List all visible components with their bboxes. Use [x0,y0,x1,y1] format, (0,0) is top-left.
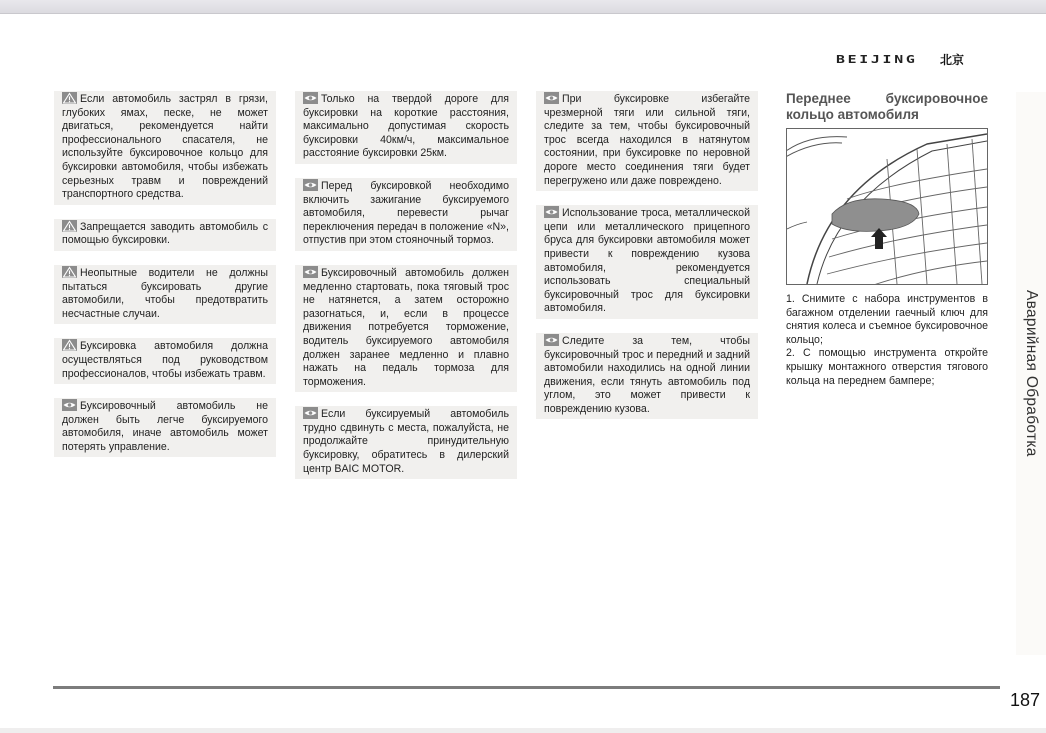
steps-list [786,293,988,388]
grille-diagram-figure [786,128,988,285]
warning-note [54,265,276,324]
column-3 [536,91,758,433]
info-note [536,91,758,191]
note-text: Буксировка автомобиля должна осуществляться под руководством профессионалов, чтобы избежать травм. [62,340,268,380]
info-note [295,91,517,164]
note-text: Запрещается заводить автомобиль с помощью буксировки. [62,220,268,247]
column-1 [54,91,276,471]
eye-note-icon [62,399,77,411]
front-grille-illustration [787,129,987,284]
eye-note-icon [303,266,318,278]
step-item: 2. С помощью инструмента откройте крышку монтажного отверстия тягового кольца на переднем бампере; [786,347,988,387]
warning-note [54,219,276,251]
warning-note [54,91,276,205]
eye-note-icon [544,92,559,104]
brand-logo [836,52,964,66]
info-note [536,333,758,420]
note-text: Буксировочный автомобиль не должен быть легче буксируемого автомобиля, иначе автомобиль может потерять управление. [62,400,268,453]
side-tab-title: Аварийная Обработка [1023,290,1040,457]
warning-triangle-icon [62,266,77,278]
info-note [54,398,276,457]
note-text: Следите за тем, чтобы буксировочный трос и передний и задний автомобили находились на одной линии движения, если тянуть автомобиль под углом, это может привести к повреждению кузова. [544,334,750,415]
info-note [295,178,517,251]
page-number: 187 [1010,690,1041,710]
warning-triangle-icon [62,220,77,232]
footer-rule [53,686,1000,689]
eye-note-icon [303,407,318,419]
note-text: Неопытные водители не должны пытаться буксировать другие автомобили, чтобы предотвратить несчастные случаи. [62,266,268,320]
eye-note-icon [303,92,318,104]
note-text: Если автомобиль застрял в грязи, глубоких ямах, песке, не может двигаться, рекомендуется найти профессионального спасателя, не используйте буксировочное кольцо для буксировки автомобиля, чтобы избежать серьезных травм и повреждений транспортного средства. [62,93,268,201]
warning-triangle-icon [62,92,77,104]
column-2 [295,91,517,493]
note-text: Если буксируемый автомобиль трудно сдвинуть с места, пожалуйста, не продолжайте принудительную буксировку, обратитесь в дилерский центр BAIC MOTOR. [303,408,509,475]
warning-note [54,338,276,384]
eye-note-icon [544,206,559,218]
brand-chinese: 北京 [940,52,965,67]
note-text: При буксировке избегайте чрезмерной тяги или сильной тяги, следите за тем, чтобы буксировочный трос всегда находился в натянутом состоянии, при буксировке по неровной дороге место соединения тяги будет перегружено или даже повреждено. [544,93,750,187]
info-note [536,205,758,319]
info-note [295,406,517,479]
tow-ring-section [786,91,988,388]
info-note [295,265,517,392]
note-text: Использование троса, металлической цепи или металлического прицепного бруса для буксировки автомобиля может привести к повреждению кузова автомобиля, рекомендуется использовать специальный буксировочный трос для буксировки автомобиля. [544,207,750,315]
note-text: Только на твердой дороге для буксировки на короткие расстояния, максимально допустимая скорость буксировки 40км/ч, максимальное расстояние буксировки 25км. [303,93,509,160]
note-text: Перед буксировкой необходимо включить зажигание буксируемого автомобиля, перевести рычаг переключения передач в положение «N», отпустив при этом стояночный тормоз. [303,179,509,247]
warning-triangle-icon [62,339,77,351]
side-tab [1016,92,1046,655]
viewer-top-bar [0,0,1046,14]
step-item: 1. Снимите с набора инструментов в багажном отделении гаечный ключ для снятия колеса и съемное буксировочное кольцо; [786,293,988,346]
brand-latin: BEIJING [836,52,918,66]
eye-note-icon [544,334,559,346]
viewer-bottom-bar [0,728,1046,733]
eye-note-icon [303,179,318,191]
section-title: Переднее буксировочное кольцо автомобиля [786,91,988,122]
note-text: Буксировочный автомобиль должен медленно стартовать, пока тяговый трос не натянется, а затем осторожно разогнаться, и, если в процессе движения потребуется торможение, водитель буксируемого автомобиля должен заранее медленно и плавно нажать на педаль тормоза для торможения. [303,266,509,388]
